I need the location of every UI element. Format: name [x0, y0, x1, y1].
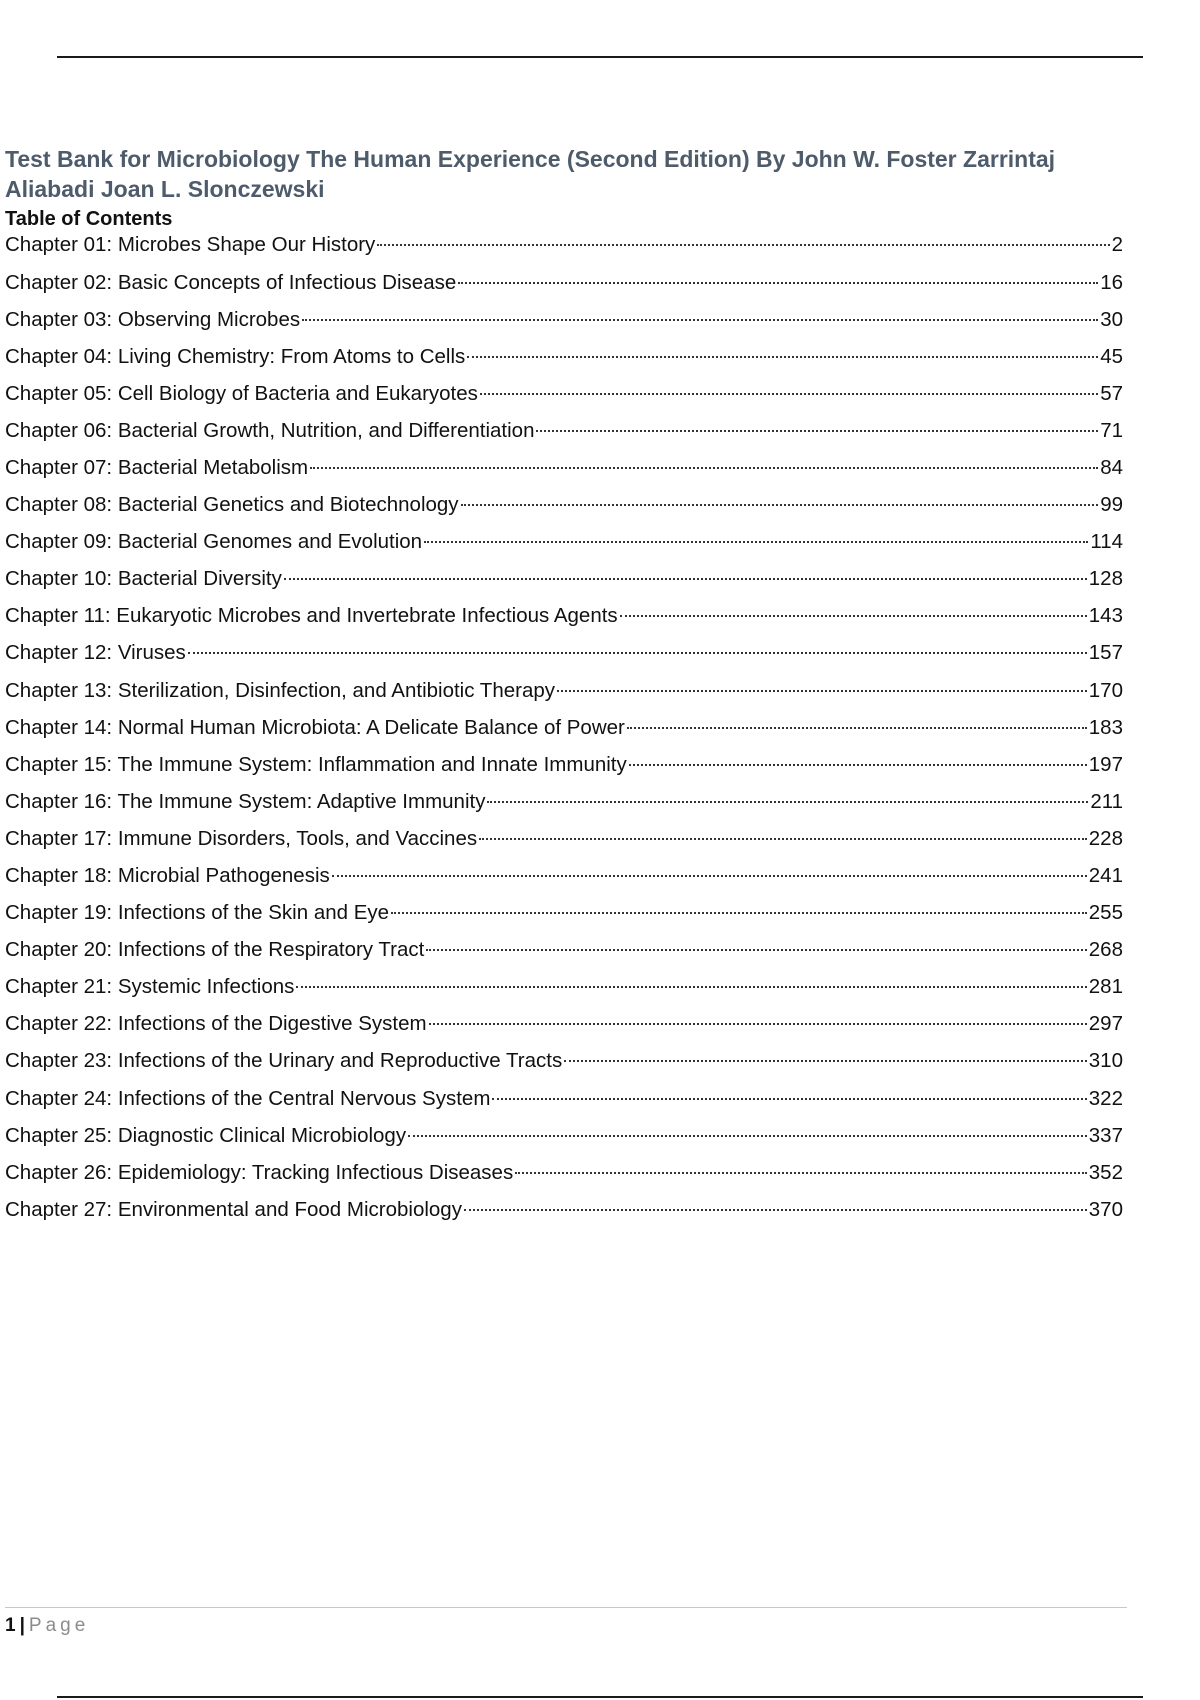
- toc-entry-label: Chapter 10: Bacterial Diversity: [5, 567, 282, 591]
- toc-entry-chapter-03[interactable]: [5, 303, 1123, 340]
- footer-page-number: 1: [5, 1615, 16, 1636]
- toc-dot-leader: [424, 541, 1088, 543]
- toc-entry-page: 322: [1088, 1086, 1123, 1110]
- toc-entry-page: 228: [1088, 826, 1123, 850]
- toc-entry-label: Chapter 12: Viruses: [5, 641, 186, 665]
- toc-entry-chapter-11[interactable]: [5, 599, 1123, 636]
- toc-entry-page: 255: [1088, 901, 1123, 925]
- toc-dot-leader: [480, 393, 1098, 395]
- toc-dot-leader: [464, 1209, 1087, 1211]
- toc-entry-chapter-21[interactable]: [5, 970, 1123, 1007]
- toc-entry-page: 30: [1100, 307, 1123, 331]
- toc-entry-chapter-16[interactable]: [5, 785, 1123, 822]
- toc-entry-page: 45: [1100, 344, 1123, 368]
- toc-dot-leader: [332, 875, 1087, 877]
- toc-entry-chapter-14[interactable]: [5, 711, 1123, 748]
- toc-entry-chapter-07[interactable]: [5, 451, 1123, 488]
- toc-entry-chapter-24[interactable]: [5, 1082, 1123, 1119]
- toc-entry-page: 84: [1100, 455, 1123, 479]
- toc-dot-leader: [629, 764, 1087, 766]
- toc-entry-label: Chapter 15: The Immune System: Inflammation and Innate Immunity: [5, 752, 627, 776]
- toc-entry-page: 241: [1088, 864, 1123, 887]
- toc-entry-page: 268: [1088, 938, 1123, 962]
- toc-entry-chapter-06[interactable]: [5, 414, 1123, 451]
- toc-entry-page: 197: [1088, 752, 1123, 776]
- toc-dot-leader: [467, 356, 1098, 358]
- toc-dot-leader: [627, 727, 1087, 729]
- toc-dot-leader: [487, 801, 1088, 803]
- toc-entry-label: Chapter 19: Infections of the Skin and Eye: [5, 901, 390, 925]
- toc-entry-chapter-15[interactable]: [5, 748, 1123, 785]
- toc-entry-chapter-12[interactable]: [5, 636, 1123, 673]
- toc-entry-chapter-05[interactable]: [5, 377, 1123, 414]
- footer-rule: [5, 1607, 1127, 1608]
- toc-dot-leader: [557, 690, 1087, 692]
- toc-entry-page: 310: [1088, 1049, 1123, 1073]
- toc-entry-chapter-10[interactable]: [5, 562, 1123, 599]
- toc-entry-label: Chapter 14: Normal Human Microbiota: A Delicate Balance of Power: [5, 715, 625, 739]
- toc-entry-label: Chapter 25: Diagnostic Clinical Microbiology: [5, 1123, 407, 1147]
- toc-entry-chapter-27[interactable]: [5, 1193, 1123, 1230]
- toc-entry-chapter-22[interactable]: [5, 1007, 1123, 1044]
- toc-entry-label: Chapter 09: Bacterial Genomes and Evolution: [5, 530, 423, 554]
- header-rule: [57, 56, 1143, 58]
- toc-entry-chapter-04[interactable]: [5, 340, 1123, 377]
- toc-dot-leader: [188, 652, 1087, 654]
- toc-entry-label: Chapter 02: Basic Concepts of Infectious Disease: [5, 270, 457, 294]
- toc-entry-page: 99: [1100, 493, 1123, 517]
- toc-dot-leader: [284, 578, 1087, 580]
- toc-heading: Table of Contents: [5, 208, 173, 230]
- toc-entry-page: 337: [1088, 1123, 1123, 1147]
- toc-entry-label: Chapter 07: Bacterial Metabolism: [5, 455, 309, 479]
- toc-entry-chapter-26[interactable]: [5, 1156, 1123, 1193]
- toc-dot-leader: [429, 1023, 1087, 1025]
- toc-entry-label: Chapter 23: Infections of the Urinary and Reproductive Tracts: [5, 1049, 563, 1073]
- toc-entry-label: Chapter 20: Infections of the Respiratory Tract: [5, 938, 425, 962]
- toc-entry-chapter-02[interactable]: [5, 266, 1123, 303]
- toc-entry-page: 211: [1090, 789, 1123, 813]
- toc-dot-leader: [564, 1060, 1087, 1062]
- toc-entry-page: 128: [1088, 567, 1123, 591]
- toc-dot-leader: [458, 282, 1098, 284]
- toc-entry-label: Chapter 22: Infections of the Digestive System: [5, 1012, 427, 1036]
- toc-dot-leader: [479, 838, 1087, 840]
- footer-separator: |: [19, 1615, 25, 1636]
- toc-entry-label: Chapter 27: Environmental and Food Microbiology: [5, 1197, 462, 1221]
- toc-entry-page: 352: [1088, 1160, 1123, 1184]
- toc-entry-label: Chapter 21: Systemic Infections: [5, 975, 295, 999]
- toc-dot-leader: [461, 504, 1099, 506]
- footer-page-label: Page: [28, 1615, 90, 1636]
- toc-entry-page: 143: [1088, 604, 1123, 628]
- toc-entry-chapter-18[interactable]: [5, 859, 1123, 896]
- toc-dot-leader: [620, 615, 1087, 617]
- toc-entry-label: Chapter 13: Sterilization, Disinfection, and Antibiotic Therapy: [5, 678, 556, 702]
- toc-entry-label: Chapter 16: The Immune System: Adaptive Immunity: [5, 789, 486, 813]
- toc-entry-label: Chapter 24: Infections of the Central Nervous System: [5, 1086, 491, 1110]
- document-title: Test Bank for Microbiology The Human Experience (Second Edition) By John W. Foster Zarrintaj Aliabadi Joan L. Slonczewski: [5, 146, 1056, 202]
- toc-entry-chapter-01[interactable]: [5, 228, 1123, 266]
- toc-entry-chapter-08[interactable]: [5, 488, 1123, 525]
- toc-entry-label: Chapter 26: Epidemiology: Tracking Infectious Diseases: [5, 1160, 514, 1184]
- toc-entry-label: Chapter 05: Cell Biology of Bacteria and Eukaryotes: [5, 381, 478, 405]
- toc-dot-leader: [515, 1172, 1087, 1174]
- toc-entry-chapter-19[interactable]: [5, 896, 1123, 933]
- toc-entry-label: Chapter 06: Bacterial Growth, Nutrition, and Differentiation: [5, 418, 535, 442]
- toc-entry-page: 170: [1088, 678, 1123, 702]
- toc-entry-chapter-17[interactable]: [5, 822, 1123, 859]
- toc-entry-label: Chapter 01: Microbes Shape Our History: [5, 233, 376, 256]
- toc-entry-page: 114: [1090, 530, 1123, 554]
- toc-entry-label: Chapter 08: Bacterial Genetics and Biotechnology: [5, 493, 459, 517]
- toc-entry-label: Chapter 18: Microbial Pathogenesis: [5, 864, 330, 887]
- toc-entry-page: 57: [1100, 381, 1123, 405]
- toc-entry-page: 157: [1088, 641, 1123, 665]
- toc-dot-leader: [492, 1098, 1086, 1100]
- toc-dot-leader: [310, 467, 1098, 469]
- toc-entry-chapter-13[interactable]: [5, 674, 1123, 711]
- toc-entry-page: 281: [1088, 975, 1123, 999]
- toc-entry-chapter-25[interactable]: [5, 1119, 1123, 1156]
- toc-dot-leader: [296, 986, 1086, 988]
- toc-entry-label: Chapter 11: Eukaryotic Microbes and Invertebrate Infectious Agents: [5, 604, 618, 628]
- toc-entry-label: Chapter 04: Living Chemistry: From Atoms to Cells: [5, 344, 466, 368]
- toc-entry-page: 370: [1088, 1197, 1123, 1221]
- toc-dot-leader: [536, 430, 1098, 432]
- toc-entry-page: 2: [1111, 233, 1123, 256]
- toc-entry-label: Chapter 17: Immune Disorders, Tools, and Vaccines: [5, 826, 478, 850]
- toc-dot-leader: [408, 1135, 1087, 1137]
- toc-entry-page: 297: [1088, 1012, 1123, 1036]
- toc-dot-leader: [377, 244, 1109, 246]
- bottom-rule: [57, 1696, 1143, 1698]
- toc-entry-page: 183: [1088, 715, 1123, 739]
- toc-entry-page: 71: [1100, 418, 1123, 442]
- toc-dot-leader: [391, 912, 1087, 914]
- toc-dot-leader: [426, 949, 1086, 951]
- toc-entry-chapter-23[interactable]: [5, 1044, 1123, 1081]
- toc-entry-page: 16: [1100, 270, 1123, 294]
- table-of-contents: [5, 228, 1123, 1230]
- page-footer: [5, 1614, 89, 1638]
- toc-entry-chapter-09[interactable]: [5, 525, 1123, 562]
- toc-dot-leader: [302, 319, 1098, 321]
- toc-entry-chapter-20[interactable]: [5, 933, 1123, 970]
- toc-entry-label: Chapter 03: Observing Microbes: [5, 307, 301, 331]
